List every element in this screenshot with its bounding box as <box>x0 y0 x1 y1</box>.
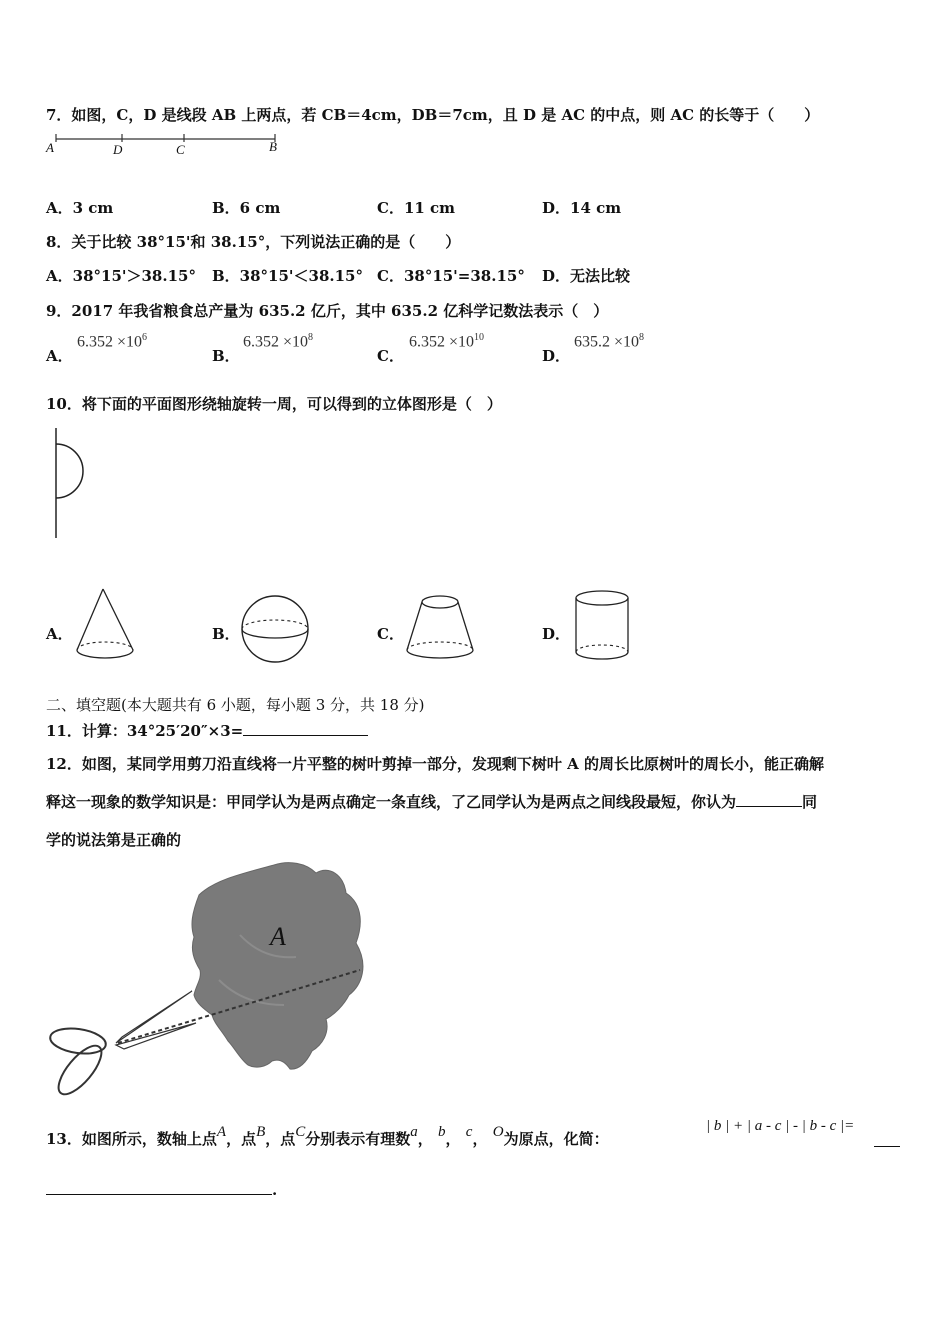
q12-line-3: 学的说法第是正确的 <box>46 831 182 849</box>
q13-period: . <box>272 1181 278 1199</box>
q13-var-lower-c: c <box>465 1124 473 1140</box>
q13-var-a: A <box>216 1124 227 1140</box>
q11-text <box>46 720 368 741</box>
q7-option-d: D．14 cm <box>542 199 622 217</box>
q10-option-c-letter: C． <box>377 625 404 643</box>
q8-text: 8．关于比较 38°15'和 38.15°，下列说法正确的是（ ） <box>46 233 461 251</box>
q13-text-5: ， <box>417 1130 433 1148</box>
q10-text: 10．将下面的平面图形绕轴旋转一周，可以得到的立体图形是（ ） <box>46 395 502 413</box>
q9-option-d-letter: D． <box>542 347 571 365</box>
frustum-figure <box>402 592 478 668</box>
q9-option-b-value: $6.352 \times 10^8$ <box>243 332 314 351</box>
q10-option-d-letter: D． <box>542 625 571 643</box>
q13-line-1 <box>46 1124 609 1149</box>
q13-text-4: 分别表示有理数 <box>305 1130 411 1148</box>
q13-text-6: ， <box>445 1130 461 1148</box>
q8-option-c: C．38°15'=38.15° <box>377 267 525 285</box>
q13-text-3: ，点 <box>265 1130 296 1148</box>
leaf-scissors-figure <box>44 855 374 1100</box>
cone-figure <box>72 586 142 666</box>
q12-line-1: 12．如图，某同学用剪刀沿直线将一片平整的树叶剪掉一部分，发现剩下树叶 A 的周长比原树叶的周长小，能正确解 <box>46 755 824 773</box>
q10-option-b-letter: B． <box>212 625 240 643</box>
q13-text-7: ， <box>472 1130 488 1148</box>
section-2-heading: 二、填空题(本大题共有 6 小题，每小题 3 分，共 18 分) <box>46 696 425 714</box>
point-label-b: B <box>269 139 277 154</box>
q11-label: 11．计算：34°25′20″×3= <box>46 722 244 740</box>
q13-text-1: 13．如图所示，数轴上点 <box>46 1130 217 1148</box>
q13-expression: | b | + | a - c | - | b - c |= <box>706 1118 855 1134</box>
q7-option-c: C．11 cm <box>377 199 456 217</box>
leaf-label-a: A <box>270 922 286 951</box>
q8-option-d: D．无法比较 <box>542 267 631 285</box>
q13-text-2: ，点 <box>226 1130 257 1148</box>
q13-line-2 <box>46 1180 277 1199</box>
q13-var-c: C <box>295 1124 306 1140</box>
q9-text: 9．2017 年我省粮食总产量为 635.2 亿斤，其中 635.2 亿科学记数法表示（ ） <box>46 302 609 320</box>
q12-line-2-end: 同 <box>802 793 818 811</box>
point-label-c: C <box>176 142 185 157</box>
q9-option-a-letter: A． <box>46 347 73 365</box>
q9-option-c-letter: C． <box>377 347 404 365</box>
q8-option-b: B．38°15'＜38.15° <box>212 267 363 285</box>
q7-segment-figure <box>50 134 290 164</box>
q7-text: 7．如图，C，D 是线段 AB 上两点，若 CB＝4cm，DB＝7cm，且 D 是 AC 的中点，则 AC 的长等于（ ） <box>46 106 820 124</box>
q7-option-a: A．3 cm <box>46 199 114 217</box>
q9-option-d-value: $635.2 \times 10^8$ <box>574 332 645 351</box>
q9-option-a-value: $6.352 \times 10^6$ <box>77 332 148 351</box>
q9-option-b-letter: B． <box>212 347 240 365</box>
q12-line-2 <box>46 791 817 812</box>
point-label-a: A <box>46 140 54 155</box>
q13-var-lower-a: a <box>410 1124 418 1140</box>
q13-var-o: O <box>492 1124 504 1140</box>
q13-answer-blank[interactable] <box>46 1180 272 1195</box>
point-label-d: D <box>113 142 123 157</box>
q13-text-8: 为原点，化简： <box>503 1130 609 1148</box>
q11-answer-blank[interactable] <box>243 721 368 736</box>
q13-answer-blank-start[interactable] <box>874 1132 900 1147</box>
q8-option-a: A．38°15'＞38.15° <box>46 267 196 285</box>
q13-var-lower-b: b <box>438 1124 446 1140</box>
q12-line-2-text: 释这一现象的数学知识是：甲同学认为是两点确定一条直线，了乙同学认为是两点之间线段最短，你认为 <box>46 793 737 811</box>
q9-option-c-value: $6.352 \times 10^{10}$ <box>409 332 485 351</box>
q13-var-b: B <box>256 1124 266 1140</box>
q7-option-b: B．6 cm <box>212 199 281 217</box>
semicircle-axis-figure <box>50 428 90 540</box>
q12-answer-blank[interactable] <box>736 792 802 807</box>
q10-option-a-letter: A． <box>46 625 73 643</box>
sphere-figure <box>238 592 314 668</box>
cylinder-figure <box>572 588 636 668</box>
